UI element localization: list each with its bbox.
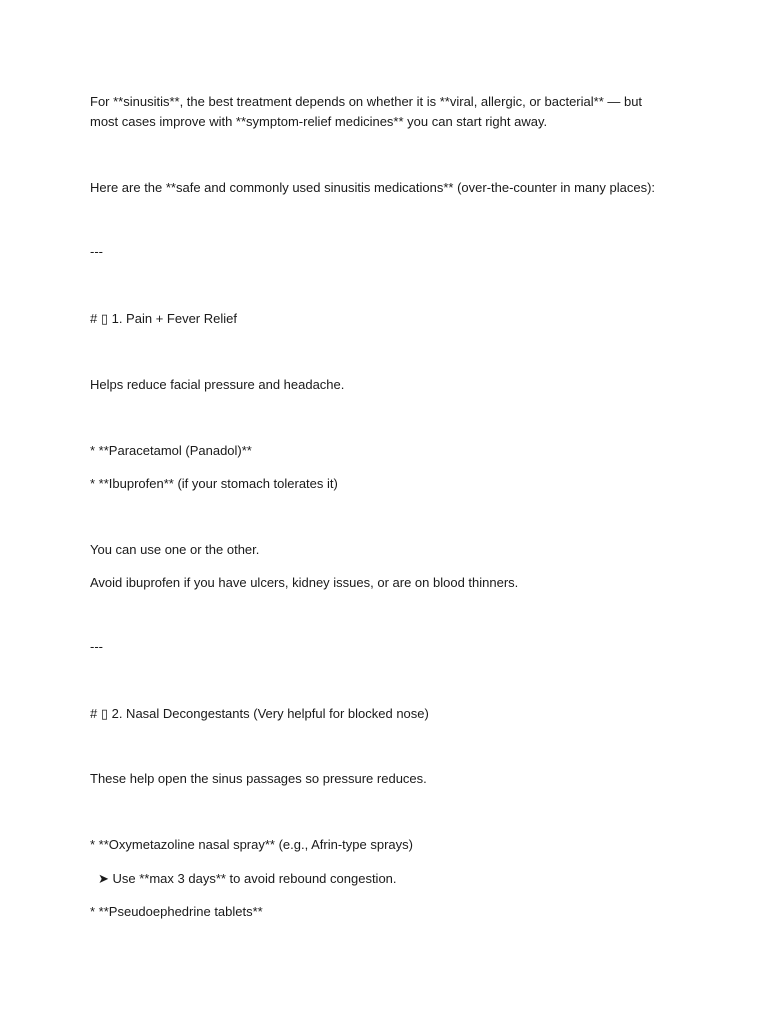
- list-item: * **Paracetamol (Panadol)**: [90, 443, 252, 458]
- paragraph-line: Avoid ibuprofen if you have ulcers, kidney issues, or are on blood thinners.: [90, 575, 519, 590]
- list-subnote: ➤ Use **max 3 days** to avoid rebound congestion.: [98, 871, 397, 886]
- list-item: * **Pseudoephedrine tablets**: [90, 904, 263, 919]
- paragraph-line: You can use one or the other.: [90, 542, 260, 557]
- section-heading-pain-relief: # ▯ 1. Pain + Fever Relief: [90, 311, 237, 326]
- section-description: These help open the sinus passages so pressure reduces.: [90, 771, 427, 786]
- section-description: Helps reduce facial pressure and headache.: [90, 377, 345, 392]
- section-heading-decongestants: # ▯ 2. Nasal Decongestants (Very helpful for blocked nose): [90, 706, 429, 721]
- list-item: * **Ibuprofen** (if your stomach tolerates it): [90, 476, 338, 491]
- list-item: * **Oxymetazoline nasal spray** (e.g., Afrin-type sprays): [90, 837, 413, 852]
- section-divider: ---: [90, 244, 103, 259]
- intro-line-2: most cases improve with **symptom-relief medicines** you can start right away.: [90, 114, 548, 129]
- section-divider: ---: [90, 639, 103, 654]
- intro-line-1: For **sinusitis**, the best treatment depends on whether it is **viral, allergic, or bacterial** — but: [90, 94, 643, 109]
- intro-line-3: Here are the **safe and commonly used sinusitis medications** (over-the-counter in many places):: [90, 180, 656, 195]
